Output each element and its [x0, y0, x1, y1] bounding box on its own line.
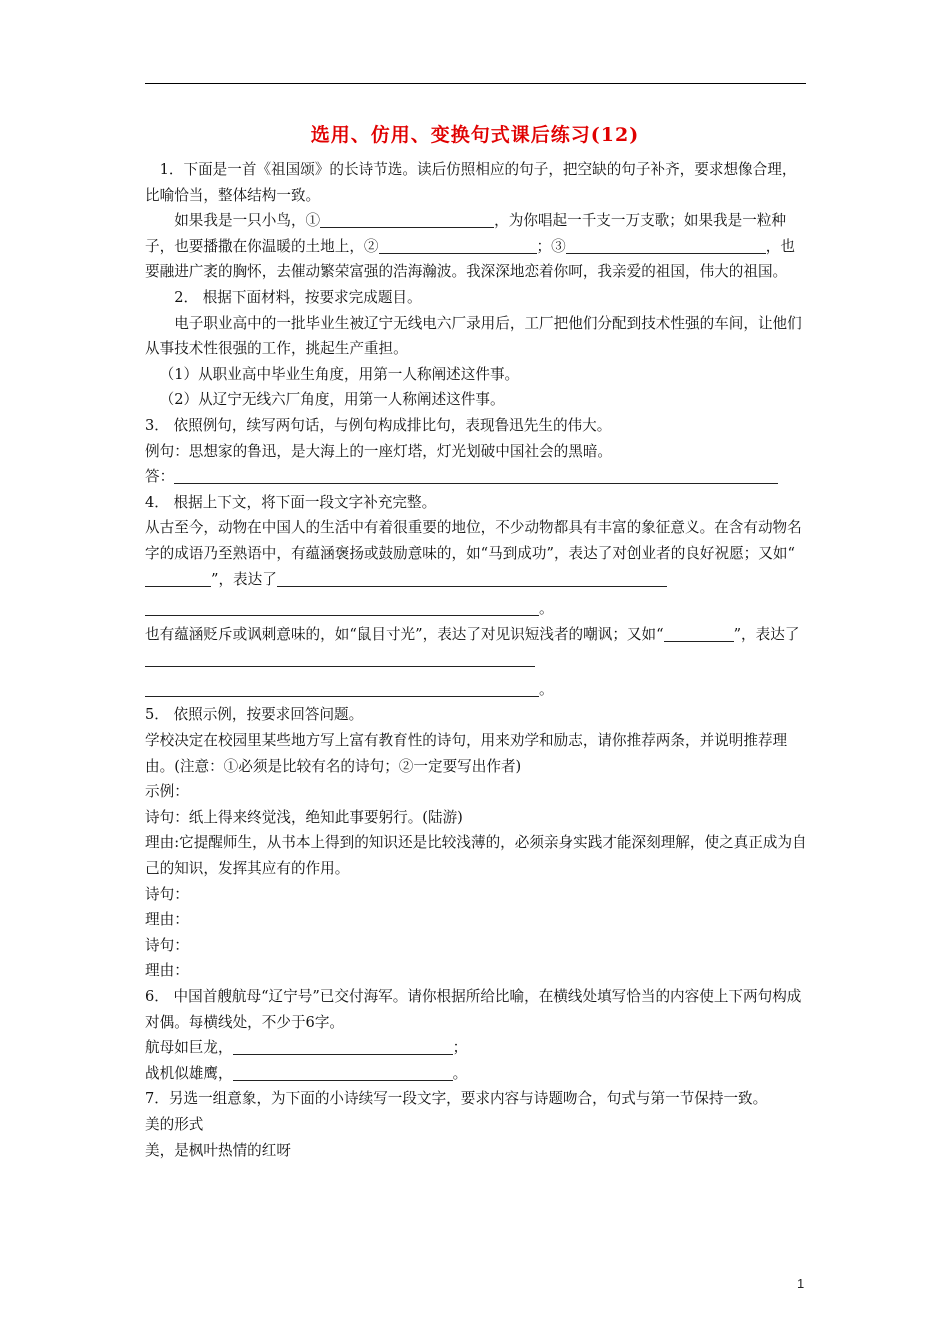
q5-poem-example: 诗句：纸上得来终觉浅，绝知此事要躬行。(陆游) — [145, 808, 463, 826]
q3-stem: 3． 依照例句，续写两句话，与例句构成排比句，表现鲁迅先生的伟大。 — [145, 416, 612, 434]
q5-reason-example: 理由:它提醒师生，从书本上得到的知识还是比较浅薄的，必须亲身实践才能深刻理解，使之真正成为自己的知识，发挥其应有的作用。 — [145, 834, 807, 878]
header-rule — [145, 83, 806, 84]
q4-para1: 从古至今，动物在中国人的生活中有着很重要的地位，不少动物都具有丰富的象征意义。在含有动物名字的成语乃至熟语中，有蕴涵褒扬或鼓励意味的，如“马到成功”，表达了对创业者的良好祝愿；又如“ ”，表达了 — [145, 519, 802, 588]
q2-material: 电子职业高中的一批毕业生被辽宁无线电六厂录用后，工厂把他们分配到技术性强的车间，让他们从事技术性很强的工作，挑起生产重担。 — [145, 314, 802, 358]
q4-para2: 也有蕴涵贬斥或讽刺意味的，如“鼠目寸光”，表达了对见识短浅者的嘲讽；又如“ ”，表达了 — [145, 622, 807, 673]
q4-blank-meaning-1b[interactable] — [603, 570, 667, 587]
q7-poem-title: 美的形式 — [145, 1115, 204, 1133]
q6-line-2: 战机似雄鹰， 。 — [145, 1064, 468, 1082]
q2-stem: 2． 根据下面材料，按要求完成题目。 — [174, 288, 422, 306]
q7-poem-line-1: 美，是枫叶热情的红呀 — [145, 1141, 291, 1159]
q5-poem-2-label: 诗句： — [145, 936, 189, 954]
q2-sub2: （2）从辽宁无线六厂角度，用第一人称阐述这件事。 — [159, 391, 505, 409]
q4-para1-end: 。 — [145, 596, 807, 622]
q5-reason-1-label: 理由： — [145, 911, 189, 929]
q2-sub1: （1）从职业高中毕业生角度，用第一人称阐述这件事。 — [159, 365, 520, 383]
q1-blank-3b[interactable] — [732, 237, 766, 254]
q4-blank-idiom-2b[interactable] — [724, 625, 734, 642]
q1-blank-2[interactable] — [379, 237, 537, 254]
q4-blank-meaning-2b[interactable] — [145, 680, 539, 697]
page-number: 1 — [797, 1276, 805, 1291]
q4-blank-idiom-1[interactable] — [145, 570, 211, 587]
q4-stem: 4． 根据上下文，将下面一段文字补充完整。 — [145, 493, 437, 511]
q1-blank-1[interactable] — [320, 211, 494, 228]
q5-example-label: 示例： — [145, 783, 189, 801]
q1-blank-3a[interactable] — [566, 237, 732, 254]
q6-stem: 6． 中国首艘航母“辽宁号”已交付海军。请你根据所给比喻，在横线处填写恰当的内容使上下两句构成对偶。每横线处，不少于6字。 — [145, 988, 802, 1031]
q5-reason-2-label: 理由： — [145, 962, 189, 980]
q5-stem: 5． 依照示例，按要求回答问题。 — [145, 706, 364, 724]
page-title: 选用、仿用、变换句式课后练习(12) — [310, 124, 640, 146]
q4-blank-idiom-2a[interactable] — [664, 625, 724, 642]
q6-blank-2[interactable] — [233, 1064, 453, 1081]
q3-answer-line[interactable] — [174, 467, 778, 484]
document-body — [145, 157, 807, 1163]
q1-stem: 1．下面是一首《祖国颂》的长诗节选。读后仿照相应的句子，把空缺的句子补齐，要求想像合理，比喻恰当，整体结构一致。 — [145, 161, 797, 204]
q4-blank-meaning-2a[interactable] — [145, 650, 535, 667]
q4-blank-meaning-1c[interactable] — [145, 599, 539, 616]
q5-poem-1-label: 诗句： — [145, 885, 189, 903]
q1-poem: 如果我是一只小鸟，① ，为你唱起一千支一万支歌；如果我是一粒种子，也要播撒在你温暖的土地上，② ；③ ，也要融进广袤的胸怀，去催动繁荣富强的浩海瀚波。我深深地恋着你呵，我亲爱的祖国，伟大的祖国。 — [145, 212, 795, 281]
q5-desc: 学校决定在校园里某些地方写上富有教育性的诗句，用来劝学和励志，请你推荐两条，并说明推荐理由。(注意：①必须是比较有名的诗句；②一定要写出作者) — [145, 732, 788, 775]
q4-para2-end: 。 — [145, 677, 807, 703]
q7-stem: 7．另选一组意象，为下面的小诗续写一段文字，要求内容与诗题吻合，句式与第一节保持一致。 — [145, 1090, 768, 1108]
q6-line-1: 航母如巨龙， ； — [145, 1039, 468, 1057]
q3-example: 例句：思想家的鲁迅，是大海上的一座灯塔，灯光划破中国社会的黑暗。 — [145, 442, 613, 460]
q6-blank-1[interactable] — [233, 1038, 453, 1055]
q4-blank-meaning-1a[interactable] — [277, 570, 603, 587]
q3-answer: 答： — [145, 464, 807, 490]
